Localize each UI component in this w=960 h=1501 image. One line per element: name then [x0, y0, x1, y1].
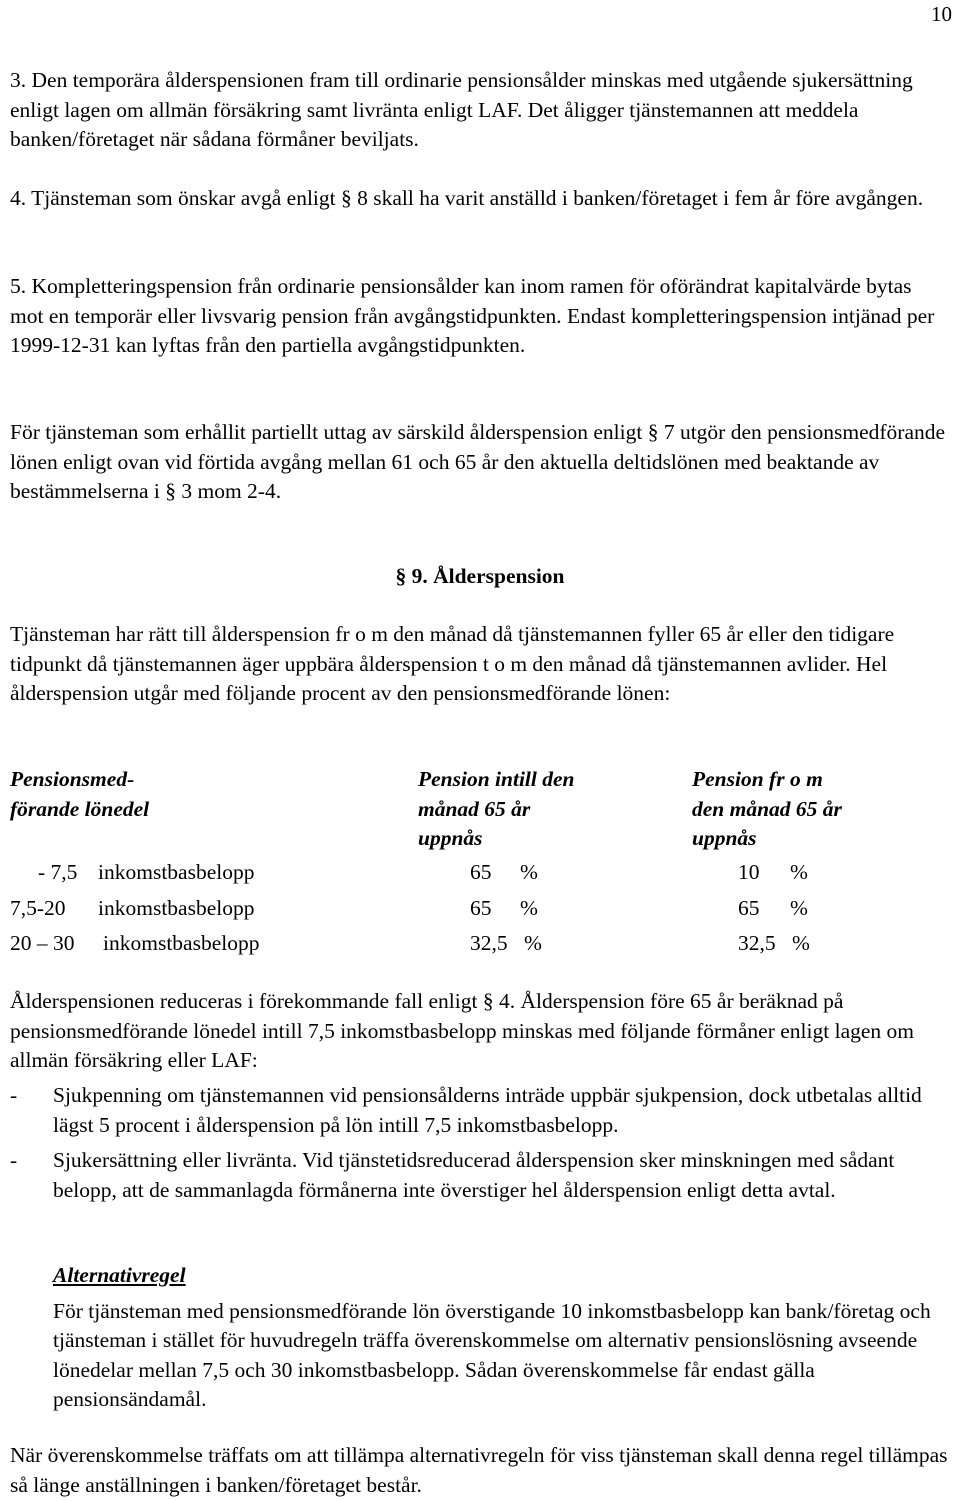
item-number: 3.: [10, 68, 27, 92]
final-paragraph: När överenskommelse träffats om att tillämpa alternativregeln för viss tjänsteman skall denna regel tillämpas så länge anställningen i banken/företaget består.: [10, 1443, 948, 1497]
row-unit: inkomstbasbelopp: [98, 896, 255, 920]
list-item-3: [10, 66, 945, 155]
item-text: Kompletteringspension från ordinarie pensionsålder kan inom ramen för oförändrat kapitalvärde bytas mot en temporär eller livsvarig pension från avgångstidpunkten. Endast kompletteringspension intjänad per 1999-12-31 kan lyftas från den partiella avgångstidpunkten.: [10, 274, 935, 357]
row-before-value: 65: [470, 896, 492, 920]
list-item: [10, 1146, 945, 1236]
alternative-rule-title: Alternativregel: [53, 1263, 186, 1287]
item-text: Tjänsteman som önskar avgå enligt § 8 skall ha varit anställd i banken/företaget i fem år före avgången.: [31, 186, 924, 210]
row-before-percent: %: [524, 931, 542, 955]
row-after-value: 32,5: [738, 931, 776, 955]
item-number: 5.: [10, 274, 27, 298]
item-number: 4.: [10, 186, 27, 210]
page-number: 10: [931, 2, 952, 26]
reduction-paragraph: Ålderspensionen reduceras i förekommande fall enligt § 4. Ålderspension före 65 år beräknad på pensionsmedförande lönedel intill 7,5 inkomstbasbelopp minskas med följande förmåner enligt lagen om allmän försäkring eller LAF:: [10, 989, 914, 1072]
list-item: [10, 1081, 945, 1141]
row-unit: inkomstbasbelopp: [98, 860, 255, 884]
row-unit: inkomstbasbelopp: [103, 931, 260, 955]
row-after-value: 65: [738, 896, 760, 920]
dash-bullet: -: [10, 1148, 18, 1172]
row-range: 20 – 30: [10, 931, 75, 955]
alternative-rule-text: För tjänsteman med pensionsmedförande lön överstigande 10 inkomstbasbelopp kan bank/företag och tjänsteman i stället för huvudregeln träffa överenskommelse om alternativ pensionslösning avseende lönedelar mellan 7,5 och 30 inkomstbasbelopp. Sådan överenskommelse får endast gälla pensionsändamål.: [53, 1298, 931, 1411]
list-item-text: Sjukersättning eller livränta. Vid tjänstetidsreducerad ålderspension sker minskningen med sådant belopp, att de sammanlagda förmånerna inte överstiger hel ålderspension enligt detta avtal.: [53, 1148, 895, 1202]
list-item-text: Sjukpenning om tjänstemannen vid pensionsålderns inträde uppbär sjukpension, dock utbetalas alltid lägst 5 procent i ålderspension på lön intill 7,5 inkomstbasbelopp.: [53, 1083, 922, 1137]
row-after-value: 10: [738, 860, 760, 884]
row-range: 7,5-20: [10, 896, 66, 920]
row-before-percent: %: [520, 896, 538, 920]
partial-withdrawal-paragraph: För tjänsteman som erhållit partiellt uttag av särskild ålderspension enligt § 7 utgör den pensionsmedförande lönen enligt ovan vid förtida avgång mellan 61 och 65 år den aktuella deltidslönen med beaktande av bestämmelserna i § 3 mom 2-4.: [10, 420, 946, 503]
row-range: - 7,5: [38, 860, 78, 884]
list-item-5: [10, 272, 945, 361]
item-text: Den temporära ålderspensionen fram till ordinarie pensionsålder minskas med utgående sjukersättning enligt lagen om allmän försäkring samt livränta enligt LAF. Det åligger tjänstemannen att meddela banken/företaget när sådana förmåner beviljats.: [10, 68, 913, 151]
row-before-percent: %: [520, 860, 538, 884]
table-header-income-part: Pensionsmed- förande lönedel: [10, 767, 150, 821]
section-heading: § 9. Ålderspension: [395, 564, 565, 588]
table-header-before-65: Pension intill den månad 65 år uppnås: [418, 767, 575, 850]
table-header-from-65: Pension fr o m den månad 65 år uppnås: [692, 767, 842, 850]
row-after-percent: %: [792, 931, 810, 955]
row-before-value: 65: [470, 860, 492, 884]
row-after-percent: %: [790, 860, 808, 884]
dash-bullet: -: [10, 1083, 18, 1107]
intro-paragraph: Tjänsteman har rätt till ålderspension fr o m den månad då tjänstemannen fyller 65 år eller den tidigare tidpunkt då tjänstemannen äger uppbära ålderspension t o m den månad då tjänstemannen avlider. Hel ålderspension utgår med följande procent av den pensionsmedförande lönen:: [10, 622, 895, 705]
row-after-percent: %: [790, 896, 808, 920]
row-before-value: 32,5: [470, 931, 508, 955]
list-item-4: [10, 184, 945, 214]
alternative-rule-section: [53, 1261, 943, 1415]
